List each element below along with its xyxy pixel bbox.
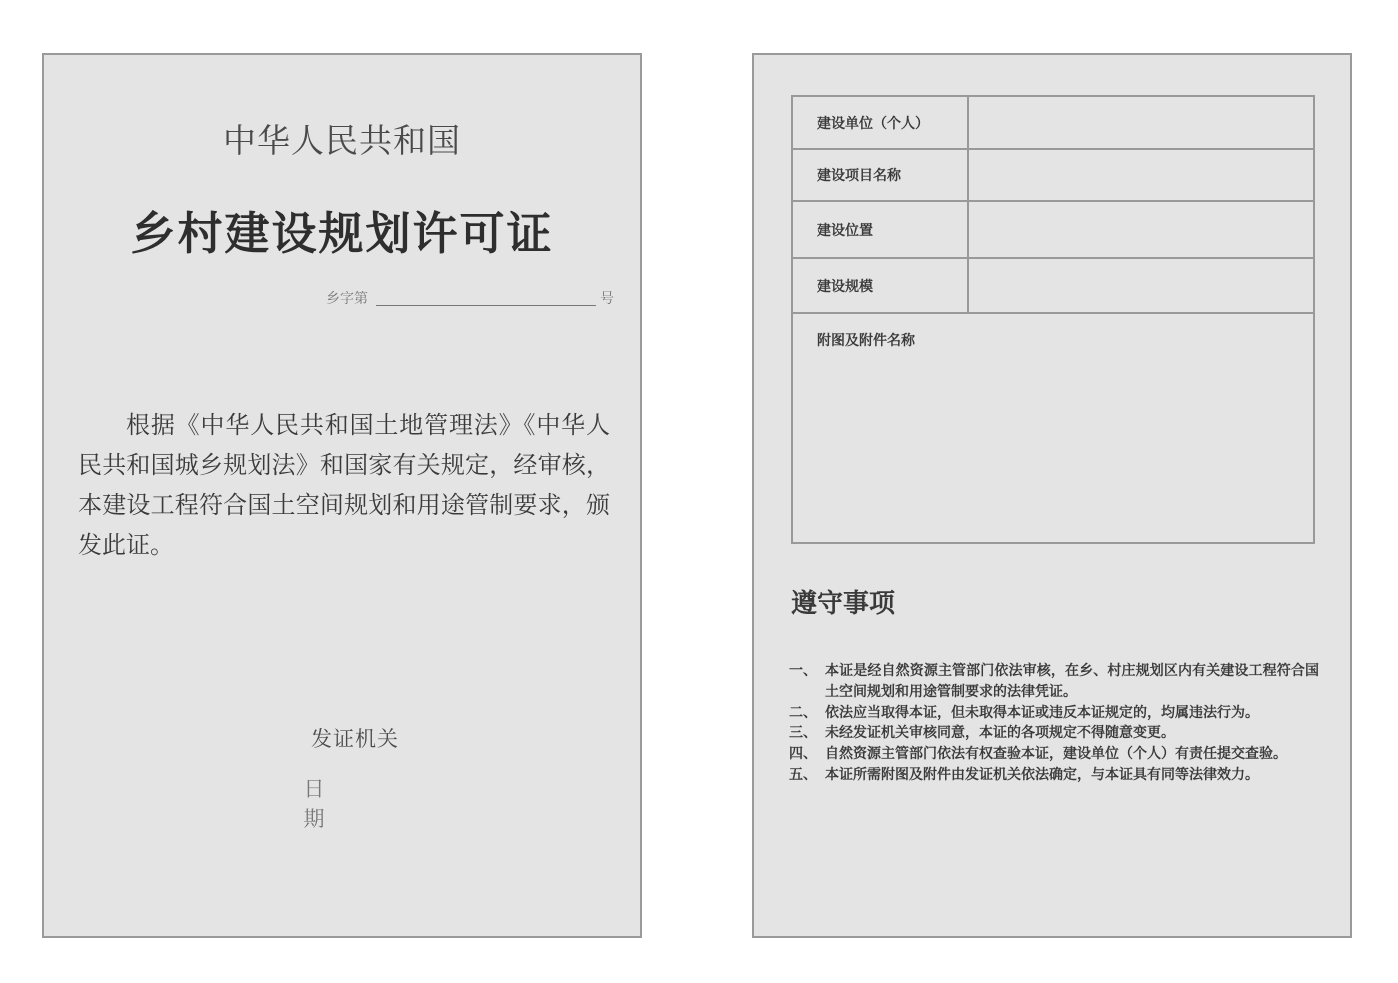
notes-heading: 遵守事项 xyxy=(791,589,896,619)
permit-number-blank xyxy=(376,305,596,306)
note-number: 五、 xyxy=(789,766,817,783)
permit-preamble: 根据《中华人民共和国土地管理法》《中华人民共和国城乡规划法》和国家有关规定，经审核，本建设工程符合国土空间规划和用途管制要求，颁发此证。 xyxy=(78,411,610,559)
issue-date-label: 日期 xyxy=(303,777,365,831)
note-number: 三、 xyxy=(789,725,817,742)
permit-number-prefix: 乡字第 xyxy=(326,291,368,307)
field-value-scale xyxy=(968,258,1314,313)
field-label-attachments: 附图及附件名称 xyxy=(792,313,1314,543)
permit-number-suffix: 号 xyxy=(600,291,614,307)
list-item xyxy=(789,661,1319,703)
note-text: 本证所需附图及附件由发证机关依法确定，与本证具有同等法律效力。 xyxy=(825,766,1259,783)
note-text: 自然资源主管部门依法有权查验本证，建设单位（个人）有责任提交查验。 xyxy=(825,746,1287,763)
list-item xyxy=(789,723,1319,744)
field-label-location: 建设位置 xyxy=(792,201,968,258)
country-name: 中华人民共和国 xyxy=(223,121,461,160)
field-value-project-name xyxy=(968,149,1314,201)
list-item xyxy=(789,765,1319,786)
table-row xyxy=(792,149,1314,201)
note-number: 二、 xyxy=(789,704,817,721)
field-value-location xyxy=(968,201,1314,258)
table-row xyxy=(792,96,1314,149)
permit-info-table xyxy=(791,95,1315,544)
list-item xyxy=(789,703,1319,724)
notes-list xyxy=(789,661,1319,786)
table-row xyxy=(792,313,1314,543)
permit-number-line xyxy=(326,288,616,310)
permit-cover-page xyxy=(42,53,642,938)
table-row xyxy=(792,201,1314,258)
field-label-builder: 建设单位（个人） xyxy=(792,96,968,149)
note-text: 依法应当取得本证，但未取得本证或违反本证规定的，均属违法行为。 xyxy=(825,704,1259,721)
field-label-project-name: 建设项目名称 xyxy=(792,149,968,201)
field-value-builder xyxy=(968,96,1314,149)
field-label-scale: 建设规模 xyxy=(792,258,968,313)
note-text: 本证是经自然资源主管部门依法审核，在乡、村庄规划区内有关建设工程符合国土空间规划和用途管制要求的法律凭证。 xyxy=(825,663,1319,700)
note-number: 一、 xyxy=(789,663,817,679)
issuing-authority-label: 发证机关 xyxy=(311,727,399,751)
note-number: 四、 xyxy=(789,746,817,763)
permit-title: 乡村建设规划许可证 xyxy=(130,207,554,260)
list-item xyxy=(789,744,1319,765)
table-row xyxy=(792,258,1314,313)
note-text: 未经发证机关审核同意，本证的各项规定不得随意变更。 xyxy=(825,725,1175,742)
permit-details-page xyxy=(752,53,1352,938)
